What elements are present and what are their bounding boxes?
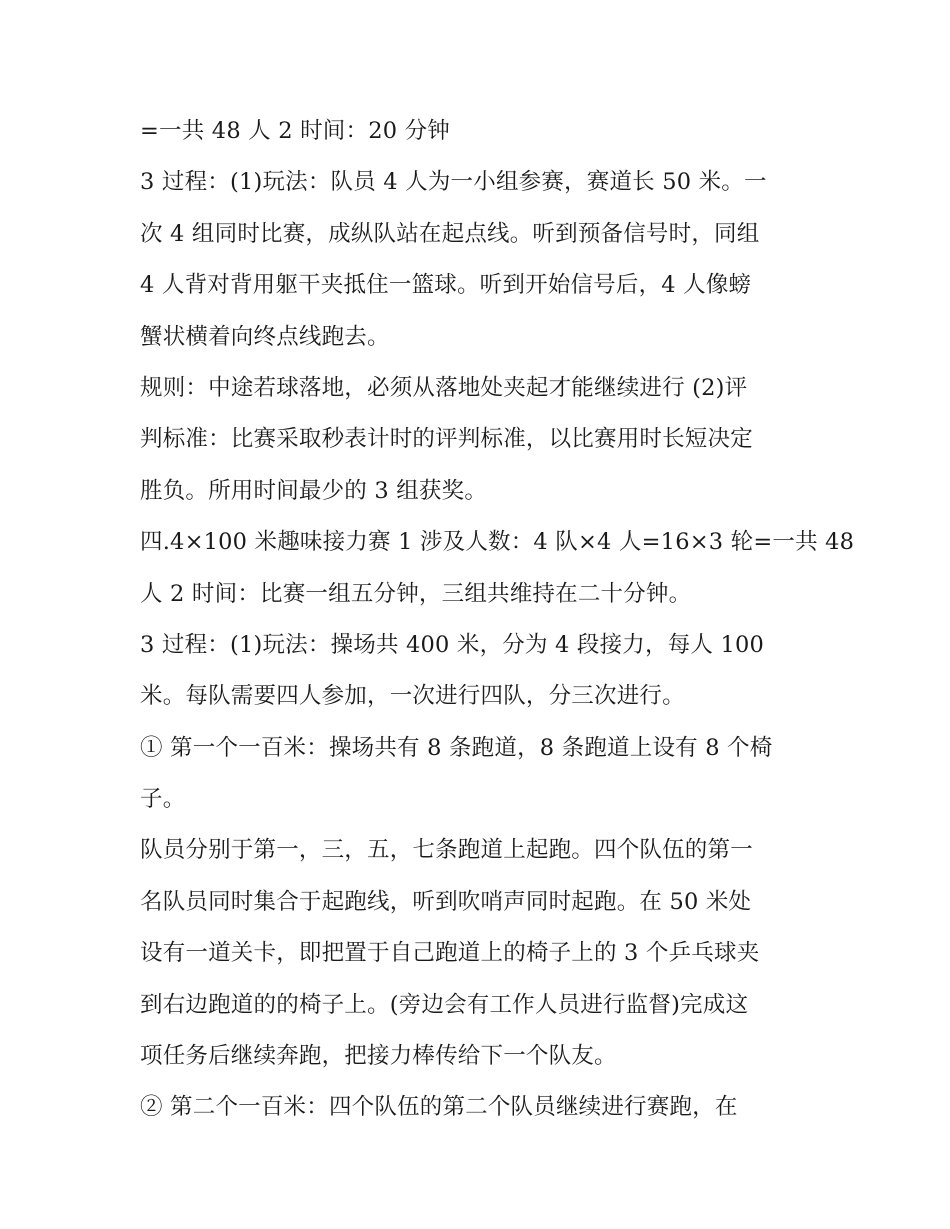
text-line: 队员分别于第一，三，五，七条跑道上起跑。四个队伍的第一: [140, 837, 753, 864]
text-line: 蟹状横着向终点线跑去。: [140, 323, 390, 350]
text-line: ② 第二个一百米：四个队伍的第二个队员继续进行赛跑，在: [140, 1094, 738, 1121]
text-line: 次 4 组同时比赛，成纵队站在起点线。听到预备信号时，同组: [140, 220, 760, 247]
text-line: 四.4×100 米趣味接力赛 1 涉及人数：4 队×4 人=16×3 轮=一共 48: [140, 529, 855, 556]
text-line: ① 第一个一百米：操场共有 8 条跑道，8 条跑道上设有 8 个椅: [140, 734, 773, 761]
text-line: 人 2 时间：比赛一组五分钟，三组共维持在二十分钟。: [140, 580, 692, 607]
text-line: 到右边跑道的的椅子上。(旁边会有工作人员进行监督)完成这: [140, 991, 749, 1018]
text-line: 米。每队需要四人参加，一次进行四队，分三次进行。: [140, 683, 685, 710]
document-body: [140, 106, 855, 1134]
text-line: 规则：中途若球落地，必须从落地处夹起才能继续进行 (2)评: [140, 374, 748, 401]
text-line: 设有一道关卡，即把置于自己跑道上的椅子上的 3 个乒乓球夹: [140, 940, 760, 967]
text-line: 名队员同时集合于起跑线，听到吹哨声同时起跑。在 50 米处: [140, 888, 752, 915]
text-line: =一共 48 人 2 时间：20 分钟: [140, 118, 450, 144]
text-line: 判标准：比赛采取秒表计时的评判标准，以比赛用时长短决定: [140, 426, 753, 453]
text-line: 胜负。所用时间最少的 3 组获奖。: [140, 477, 488, 504]
text-line: 4 人背对背用躯干夹抵住一篮球。听到开始信号后，4 人像螃: [140, 272, 752, 299]
text-line: 3 过程：(1)玩法：操场共 400 米，分为 4 段接力，每人 100: [140, 631, 765, 658]
text-line: 3 过程：(1)玩法：队员 4 人为一小组参赛，赛道长 50 米。一: [140, 169, 767, 196]
text-line: 项任务后继续奔跑，把接力棒传给下一个队友。: [140, 1043, 617, 1070]
text-line: 子。: [140, 786, 186, 813]
